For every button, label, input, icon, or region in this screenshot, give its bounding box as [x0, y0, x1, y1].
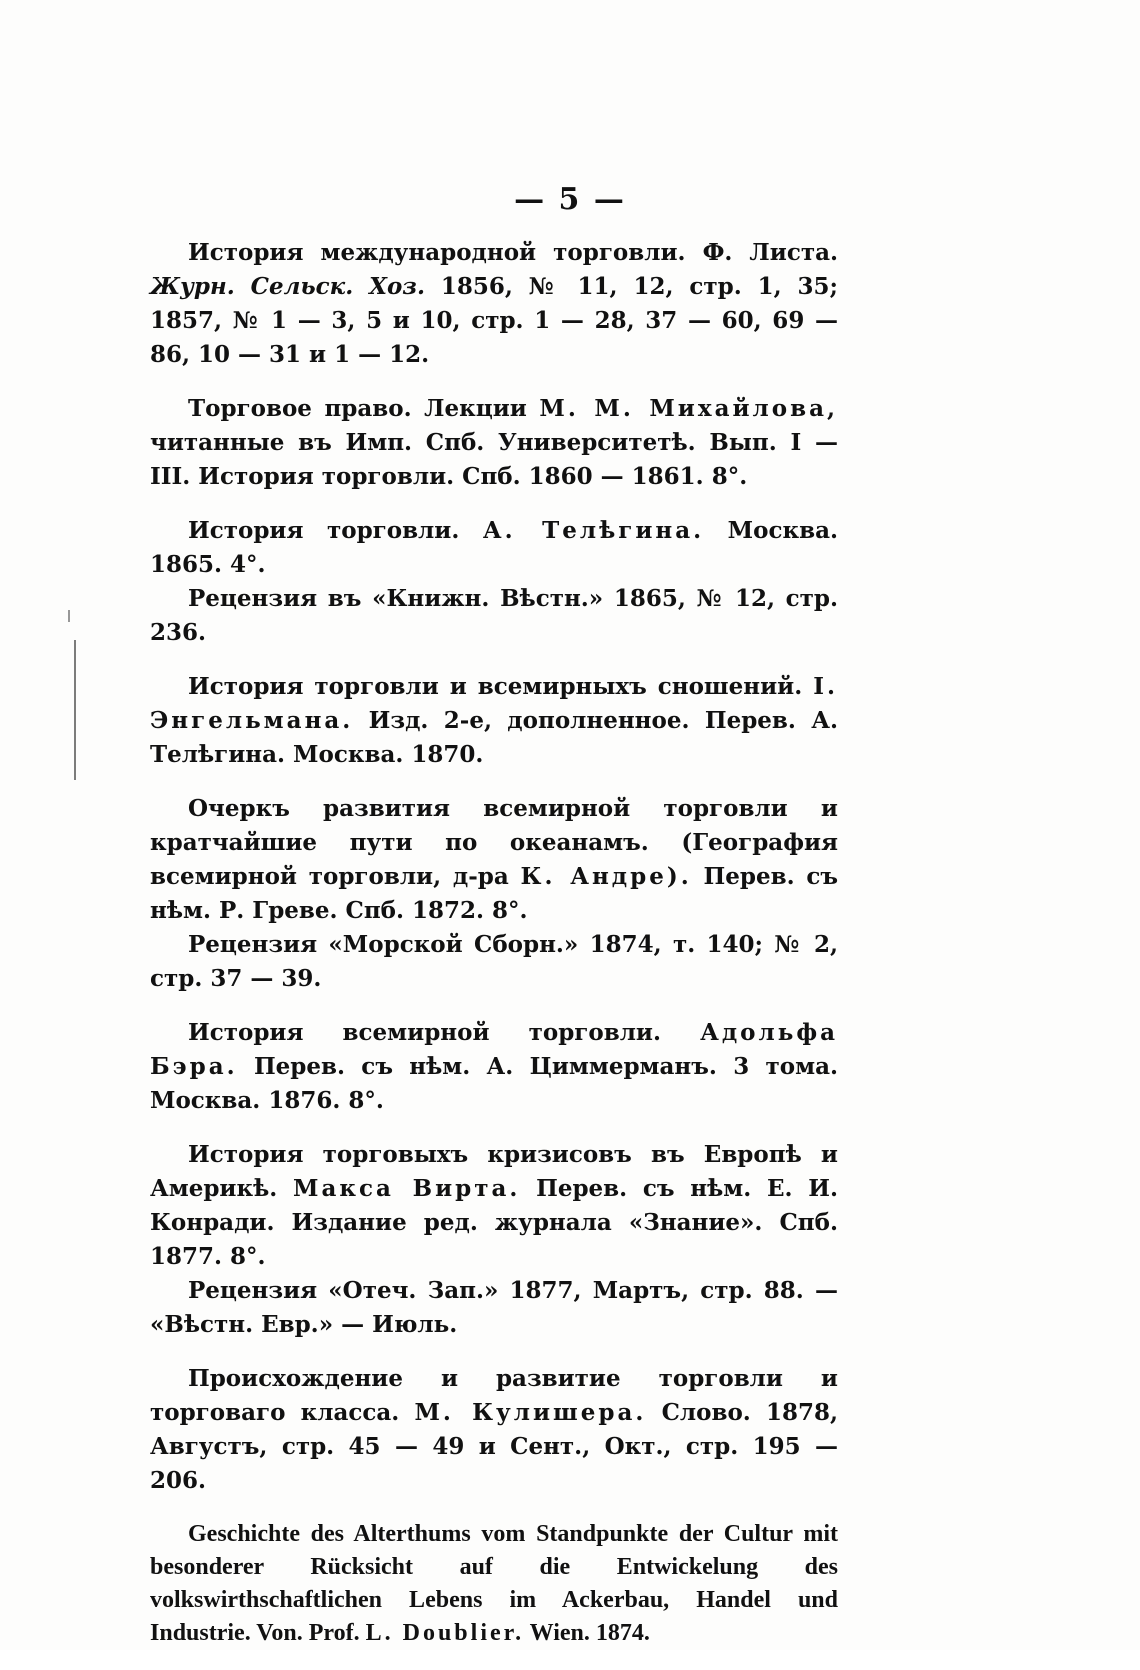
bibliography-entry: История торговли. А. Телѣгина. Москва. 1865. 4°. Рецензия въ «Книжн. Вѣстн.» 1865, № 12, стр. 236.	[150, 514, 838, 650]
bibliography-entry: История торговыхъ кризисовъ въ Европѣ и Америкѣ. Макса Вирта. Перев. съ нѣм. Е. И. Конради. Издание ред. журнала «Знание». Спб. 1877. 8°. Рецензия «Отеч. Зап.» 1877, Мартъ, стр. 88. — «Вѣстн. Евр.» — Июль.	[150, 1138, 838, 1342]
margin-mark	[74, 640, 79, 780]
bibliography-entry: Торговое право. Лекции М. М. Михайлова, читанные въ Имп. Спб. Университетѣ. Вып. I — III. История торговли. Спб. 1860 — 1861. 8°.	[150, 395, 838, 490]
bibliography-entry: Geschichte des Alterthums vom Standpunkte der Cultur mit besonderer Rücksicht auf die Entwickelung des volkswirthschaftlichen Lebens im Ackerbau, Handel und Industrie. Von. Prof. L. Doublier. Wien. 1874.	[150, 1521, 838, 1646]
bibliography-entry: Происхождение и развитие торговли и торговаго класса. М. Кулишера. Слово. 1878, Августъ, стр. 45 — 49 и Сент., Окт., стр. 195 — 206.	[150, 1365, 839, 1494]
bibliography-entry: Очеркъ развития всемирной торговли и кратчайшие пути по океанамъ. (География всемирной торговли, д-ра К. Андре). Перев. съ нѣм. Р. Греве. Спб. 1872. 8°. Рецензия «Морской Сборн.» 1874, т. 140; № 2, стр. 37 — 39.	[150, 792, 838, 996]
bibliography-entry: История международной торговли. Ф. Листа. Журн. Сельск. Хоз. 1856, № 11, 12, стр. 1, 35; 1857, № 1 — 3, 5 и 10, стр. 1 — 28, 37 — 60, 69 — 86, 10 — 31 и 1 — 12.	[150, 239, 838, 368]
page-number: — 5 —	[514, 182, 626, 217]
review-note: Рецензия «Морской Сборн.» 1874, т. 140; № 2, стр. 37 — 39.	[150, 931, 838, 992]
bibliography-entry: История торговли и всемирныхъ сношений. I. Энгельмана. Изд. 2-е, дополненное. Перев. А. Телѣгина. Москва. 1870.	[150, 673, 838, 768]
review-note: Рецензия въ «Книжн. Вѣстн.» 1865, № 12, стр. 236.	[150, 585, 838, 646]
margin-mark	[68, 610, 78, 622]
review-note: Рецензия «Отеч. Зап.» 1877, Мартъ, стр. 88. — «Вѣстн. Евр.» — Июль.	[150, 1277, 838, 1338]
bibliography-entry: История всемирной торговли. Адольфа Бэра. Перев. съ нѣм. А. Циммерманъ. 3 тома. Москва. 1876. 8°.	[150, 1019, 838, 1114]
bibliography-list	[150, 236, 838, 1670]
